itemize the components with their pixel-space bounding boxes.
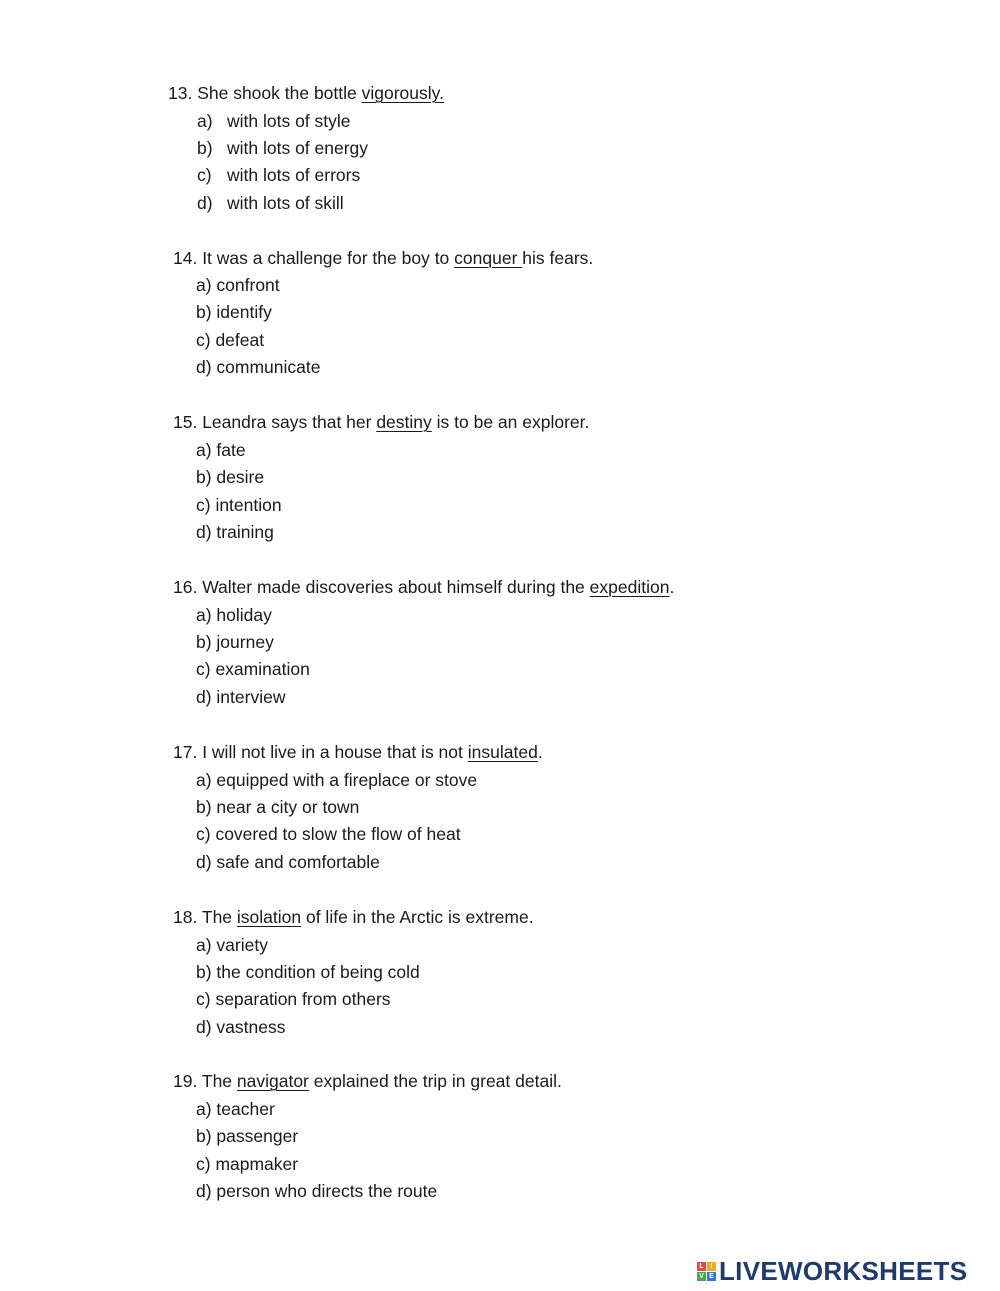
logo-block-v: V — [697, 1272, 706, 1281]
option-19c[interactable]: c) mapmaker — [196, 1154, 299, 1174]
brand-name: LIVEWORKSHEETS — [719, 1255, 968, 1286]
question-18-text-before: 18. The — [173, 907, 237, 927]
option-15d[interactable]: d) training — [196, 522, 274, 542]
option-14c[interactable]: c) defeat — [196, 330, 265, 350]
option-15b[interactable]: b) desire — [196, 467, 265, 487]
option-13a[interactable] — [197, 110, 351, 132]
option-text: with lots of style — [227, 111, 351, 131]
option-17a[interactable]: a) equipped with a fireplace or stove — [196, 770, 478, 790]
option-letter: b) — [197, 138, 213, 158]
option-text: with lots of errors — [227, 165, 361, 185]
option-14d[interactable]: d) communicate — [196, 357, 321, 377]
option-16c[interactable]: c) examination — [196, 659, 310, 679]
logo-block-e: E — [707, 1272, 716, 1281]
question-19-text-after: explained the trip in great detail. — [308, 1071, 562, 1091]
option-13d[interactable] — [197, 192, 344, 214]
question-19-target-word: navigator — [236, 1071, 309, 1091]
question-16-text-after: . — [669, 577, 675, 597]
liveworksheets-brand — [697, 1257, 967, 1285]
option-16a[interactable]: a) holiday — [196, 605, 272, 625]
question-15-text-after: is to be an explorer. — [431, 412, 590, 432]
option-17d[interactable]: d) safe and comfortable — [196, 852, 380, 872]
question-16-stem — [173, 576, 674, 598]
question-17-stem — [173, 741, 543, 763]
question-17-text-after: . — [537, 742, 543, 762]
question-14-text-before: 14. It was a challenge for the boy to — [173, 248, 455, 268]
option-letter: c) — [197, 165, 212, 185]
question-13-target-word: vigorously. — [361, 83, 444, 103]
option-16d[interactable]: d) interview — [196, 687, 286, 707]
question-14-target-word: conquer — [454, 248, 523, 268]
option-18d[interactable]: d) vastness — [196, 1017, 286, 1037]
option-14b[interactable]: b) identify — [196, 302, 272, 322]
option-18b[interactable]: b) the condition of being cold — [196, 962, 420, 982]
liveworksheets-logo-icon — [697, 1262, 716, 1281]
option-14a[interactable]: a) confront — [196, 275, 280, 295]
question-18-text-after: of life in the Arctic is extreme. — [301, 907, 534, 927]
question-17-text-before: 17. I will not live in a house that is not — [173, 742, 468, 762]
question-15-stem — [173, 411, 589, 433]
option-15a[interactable]: a) fate — [196, 440, 246, 460]
option-17c[interactable]: c) covered to slow the flow of heat — [196, 824, 461, 844]
option-19b[interactable]: b) passenger — [196, 1126, 299, 1146]
option-17b[interactable]: b) near a city or town — [196, 797, 360, 817]
option-15c[interactable]: c) intention — [196, 495, 282, 515]
option-19a[interactable]: a) teacher — [196, 1099, 275, 1119]
option-text: with lots of skill — [227, 193, 344, 213]
option-19d[interactable]: d) person who directs the route — [196, 1181, 438, 1201]
option-13b[interactable] — [197, 137, 368, 159]
logo-block-i: I — [707, 1262, 716, 1271]
question-18-stem — [173, 906, 534, 928]
option-18c[interactable]: c) separation from others — [196, 989, 391, 1009]
question-15-target-word: destiny — [376, 412, 432, 432]
question-19-stem — [173, 1070, 562, 1092]
question-18-target-word: isolation — [236, 907, 302, 927]
question-16-target-word: expedition — [589, 577, 670, 597]
question-16-text-before: 16. Walter made discoveries about himself during the — [173, 577, 590, 597]
question-14-text-after: his fears. — [522, 248, 594, 268]
option-13c[interactable] — [197, 164, 360, 186]
option-16b[interactable]: b) journey — [196, 632, 274, 652]
question-19-text-before: 19. The — [173, 1071, 237, 1091]
question-17-target-word: insulated — [467, 742, 538, 762]
option-18a[interactable]: a) variety — [196, 935, 268, 955]
question-15-text-before: 15. Leandra says that her — [173, 412, 377, 432]
question-13-stem — [168, 82, 444, 104]
question-13-text-before: 13. She shook the bottle — [168, 83, 362, 103]
logo-block-l: L — [697, 1262, 706, 1271]
option-letter: a) — [197, 111, 213, 131]
option-letter: d) — [197, 193, 213, 213]
option-text: with lots of energy — [227, 138, 369, 158]
question-14-stem — [173, 247, 593, 269]
